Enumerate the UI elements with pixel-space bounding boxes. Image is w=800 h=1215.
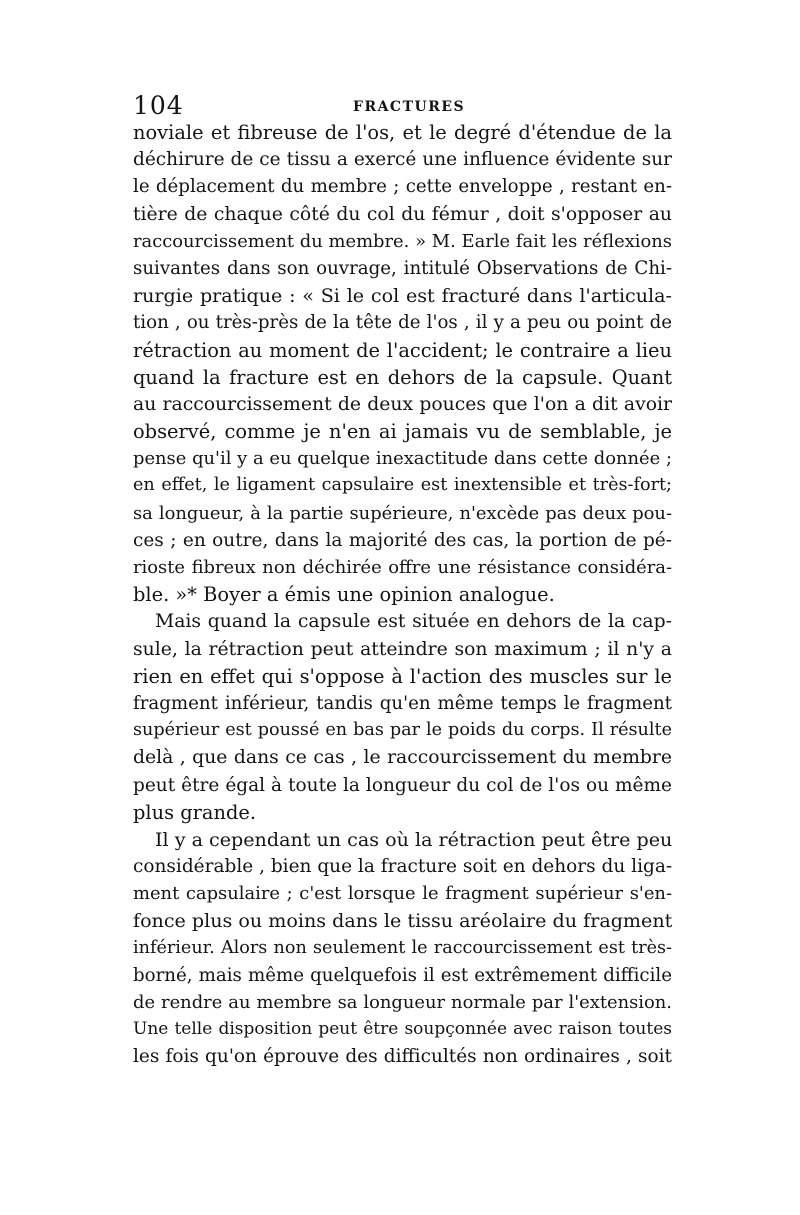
text-line: considérable , bien que la fracture soit en dehors du liga- (133, 856, 673, 878)
text-line: Une telle disposition peut être soupçonnée avec raison toutes (133, 1019, 672, 1040)
body-text (133, 119, 672, 1071)
text-line: fonce plus ou moins dans le tissu aréolaire du fragment (133, 909, 673, 933)
text-line: suivantes dans son ouvrage, intitulé Observations de Chi- (133, 257, 672, 279)
text-line: rurgie pratique : « Si le col est fracturé dans l'articula- (133, 284, 672, 308)
text-line: borné, mais même quelquefois il est extrêmement difficile (133, 964, 672, 986)
running-title: FRACTURES (353, 99, 466, 115)
text-line: noviale et fibreuse de l'os, et le degré d'étendue de la (133, 121, 672, 144)
text-line: ment capsulaire ; c'est lorsque le fragment supérieur s'en- (133, 883, 672, 905)
text-line: fragment inférieur, tandis qu'en même temps le fragment (133, 692, 672, 714)
text-line: sule, la rétraction peut atteindre son maximum ; il n'y a (133, 638, 672, 660)
text-line: de rendre au membre sa longueur normale par l'extension. (133, 992, 672, 1013)
text-line: sa longueur, à la partie supérieure, n'excède pas deux pou- (133, 502, 672, 524)
page-number: 104 (133, 91, 184, 120)
text-line: déchirure de ce tissu a exercé une influence évidente sur (133, 149, 672, 171)
text-line: supérieur est poussé en bas par le poids du corps. Il résulte (133, 720, 672, 741)
text-line: Il y a cependant un cas où la rétraction peut être peu (155, 827, 673, 851)
text-line: rien en effet qui s'oppose à l'action des muscles sur le (133, 664, 672, 688)
text-line: au raccourcissement de deux pouces que l'on a dit avoir (133, 393, 672, 415)
text-line: raccourcissement du membre. » M. Earle fait les réflexions (133, 230, 672, 252)
text-line: rétraction au moment de l'accident; le contraire a lieu (133, 338, 672, 362)
text-line: le déplacement du membre ; cette enveloppe , restant en- (133, 176, 672, 198)
text-line: ble. »* Boyer a émis une opinion analogue. (133, 583, 555, 607)
text-line: tière de chaque côté du col du fémur , doit s'opposer au (133, 203, 672, 225)
text-line: les fois qu'on éprouve des difficultés non ordinaires , soit (133, 1046, 672, 1068)
running-head (133, 92, 673, 120)
text-line: en effet, le ligament capsulaire est inextensible et très-fort; (133, 475, 672, 496)
text-line: delà , que dans ce cas , le raccourcissement du membre (133, 747, 672, 769)
text-line: tion , ou très-près de la tête de l'os , il y a peu ou point de (133, 312, 672, 334)
text-line: quand la fracture est en dehors de la capsule. Quant (133, 365, 672, 389)
text-line: observé, comme je n'en ai jamais vu de semblable, je (133, 420, 672, 444)
text-line: peut être égal à toute la longueur du col de l'os ou même (133, 774, 672, 796)
text-line: ces ; en outre, dans la majorité des cas, la portion de pé- (133, 529, 672, 551)
text-line: plus grande. (133, 800, 256, 824)
text-line: pense qu'il y a eu quelque inexactitude dans cette donnée ; (133, 448, 672, 470)
text-line: rioste fibreux non déchirée offre une résistance considéra- (133, 557, 672, 578)
text-line: Mais quand la capsule est située en dehors de la cap- (155, 611, 672, 633)
text-line: inférieur. Alors non seulement le raccourcissement est très- (133, 937, 672, 958)
